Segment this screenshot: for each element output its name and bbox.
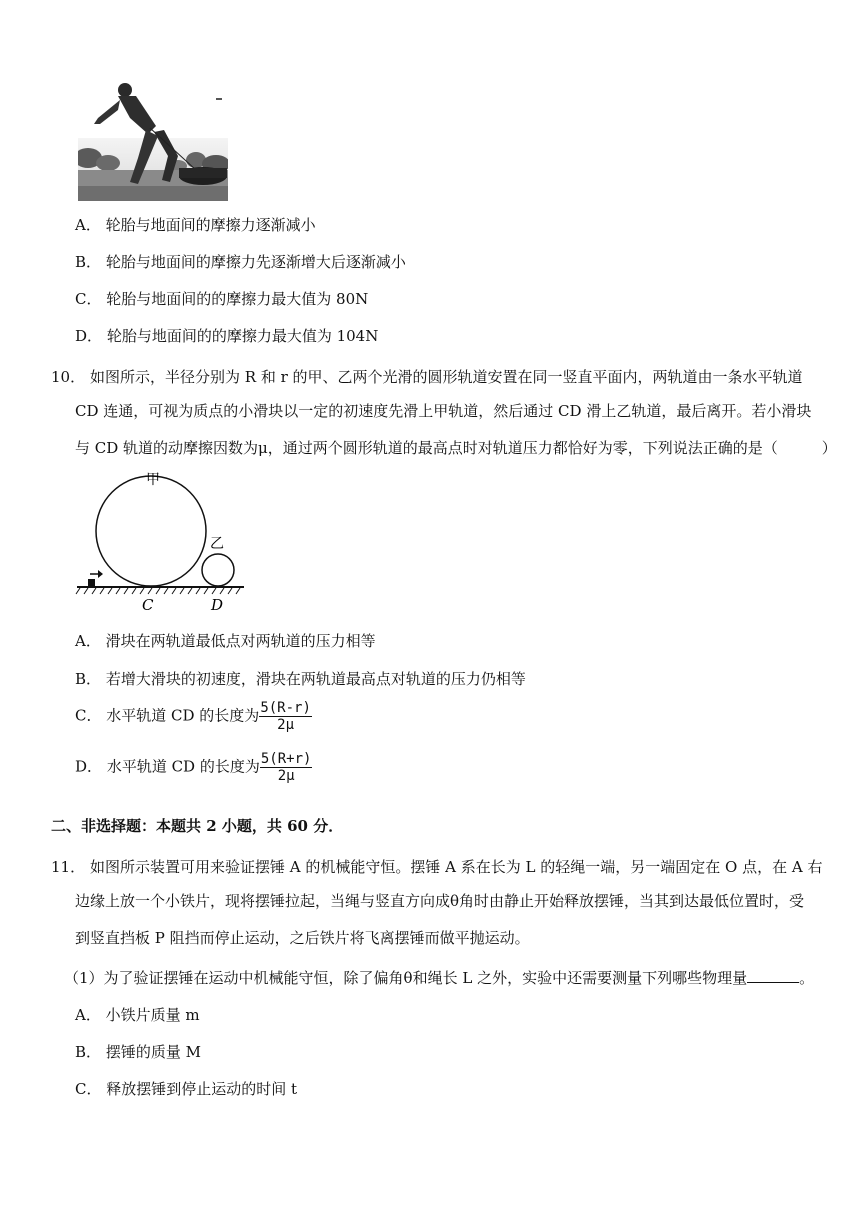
tire-pulling-photo [78,78,228,201]
q9-option-a [75,214,316,235]
option-letter: C． [75,290,102,308]
q10-option-b [75,668,526,689]
q9-option-c [75,288,368,309]
fraction-denominator: 2μ [277,717,295,733]
label-d: D [211,596,224,614]
option-text: 摆锤的质量 M [105,1043,201,1061]
option-text: 水平轨道 CD 的长度为 [106,757,260,776]
answer-blank[interactable] [747,970,799,983]
option-letter: A． [75,632,101,650]
q10-line-3 [75,440,837,456]
q11-option-a [75,1004,200,1025]
q11-option-b [75,1041,201,1062]
q11-option-c [75,1078,297,1099]
option-text: 滑块在两轨道最低点对两轨道的压力相等 [105,632,376,650]
q11-sub1-end: 。 [799,969,815,987]
section-heading: 二、非选择题：本题共 2 小题，共 60 分． [51,817,344,835]
option-letter: B． [75,1043,102,1061]
q9-option-b [75,251,406,272]
option-letter: C． [75,706,102,725]
label-jia: 甲 [146,472,160,488]
label-yi: 乙 [210,536,224,552]
q11-number: 11． [51,858,86,876]
q10-option-d [75,751,312,784]
q10-line-3-text: 与 CD 轨道的动摩擦因数为μ，通过两个圆形轨道的最高点时对轨道压力都恰好为零，下列说法正确的是（ [75,439,778,457]
q11-line-2: 边缘上放一个小铁片，现将摆锤拉起，当绳与竖直方向成θ角时由静止开始释放摆锤，当其到达最低位置时，受 [75,892,805,910]
option-letter: A． [75,1006,101,1024]
option-text: 轮胎与地面间的的摩擦力最大值为 104N [106,327,379,345]
option-letter: D． [75,327,103,345]
q11-sub1 [64,967,814,988]
q10-number: 10． [51,368,86,386]
q10-line-1: 如图所示，半径分别为 R 和 r 的甲、乙两个光滑的圆形轨道安置在同一竖直平面内，两轨道由一条水平轨道 [90,368,803,386]
q11-line-3: 到竖直挡板 P 阻挡而停止运动，之后铁片将飞离摆锤而做平抛运动。 [75,929,530,947]
slider-block [88,579,95,586]
fraction-numerator: 5(R-r) [260,700,311,716]
q10-option-c [75,700,312,733]
fraction-r-minus-r [259,700,312,733]
option-letter: D． [75,757,103,776]
option-text: 轮胎与地面间的的摩擦力最大值为 80N [106,290,369,308]
option-letter: B． [75,253,102,271]
option-text: 小铁片质量 m [105,1006,200,1024]
fraction-r-plus-r [260,751,313,784]
option-text: 轮胎与地面间的摩擦力先逐渐增大后逐渐减小 [105,253,406,271]
arrow-head-icon [98,570,103,578]
two-loop-track-diagram [72,468,252,618]
option-text: 水平轨道 CD 的长度为 [106,706,260,725]
option-letter: A． [75,216,101,234]
label-c: C [142,596,154,614]
q10-line-2: CD 连通，可视为质点的小滑块以一定的初速度先滑上甲轨道，然后通过 CD 滑上乙轨道，最后离开。若小滑块 [75,402,812,420]
q11-line-1: 如图所示装置可用来验证摆锤 A 的机械能守恒。摆锤 A 系在长为 L 的轻绳一端，另一端固定在 O 点，在 A 右 [90,858,823,876]
option-letter: C． [75,1080,102,1098]
closing-paren: ） [821,439,837,457]
option-text: 若增大滑块的初速度，滑块在两轨道最高点对轨道的压力仍相等 [105,670,526,688]
ground-hatching [76,588,240,594]
small-circle-track [202,554,234,586]
q11-sub1-text: （1）为了验证摆锤在运动中机械能守恒，除了偏角θ和绳长 L 之外，实验中还需要测量下列哪些物理量 [64,969,748,987]
option-letter: B． [75,670,102,688]
option-text: 轮胎与地面间的摩擦力逐渐减小 [105,216,316,234]
fraction-denominator: 2μ [277,768,295,784]
fraction-numerator: 5(R+r) [260,751,312,767]
option-text: 释放摆锤到停止运动的时间 t [106,1080,298,1098]
big-circle-track [96,476,206,586]
q10-option-a [75,630,376,651]
q9-option-d [75,325,378,346]
